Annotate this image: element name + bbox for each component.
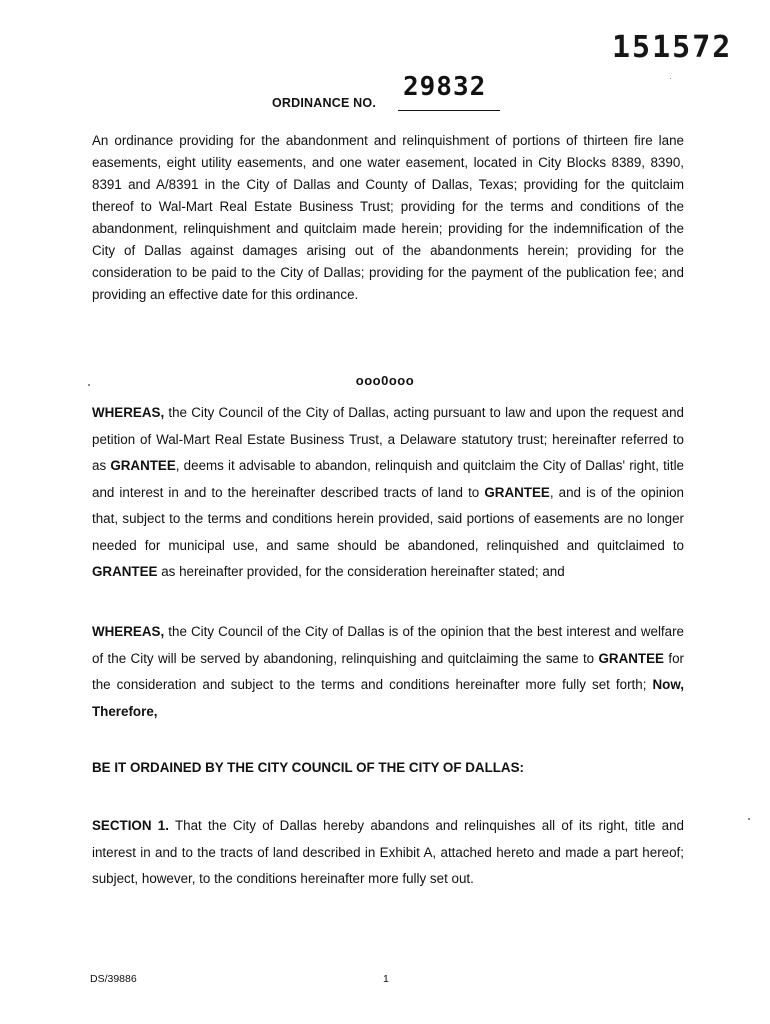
whereas-paragraph-2: [92, 619, 684, 725]
whereas-closing: Now, Therefore,: [92, 677, 684, 719]
section-1-paragraph: [92, 813, 684, 893]
title-paragraph: An ordinance providing for the abandonment and relinquishment of portions of thirteen fire lane easements, eight utility easements, and one water easement, located in City Blocks 8389, 8390, 8391 and A/8391 in the City of Dallas and County of Dallas, Texas; providing for the quitclaim thereof to Wal-Mart Real Estate Business Trust; providing for the terms and conditions of the abandonment, relinquishment and quitclaim made herein; providing for the indemnification of the City of Dallas against damages arising out of the abandonments herein; providing for the consideration to be paid to the City of Dallas; providing for the payment of the publication fee; and providing an effective date for this ordinance.: [92, 133, 684, 302]
scan-speck: [670, 78, 671, 79]
whereas-1-text-d: as hereinafter provided, for the consideration hereinafter stated; and: [157, 564, 565, 579]
whereas-2-text-b: for the consideration and subject to the terms and conditions hereinafter more fully set forth;: [92, 650, 684, 692]
grantee-term: GRANTEE: [598, 650, 664, 666]
whereas-1-text-b: , deems it advisable to abandon, relinquish and quitclaim the City of Dallas' right, title and interest in and to the hereinafter described tracts of land to: [92, 458, 684, 500]
grantee-term: GRANTEE: [484, 484, 550, 500]
whereas-paragraph-1: [92, 400, 684, 586]
grantee-term: GRANTEE: [92, 564, 158, 579]
scan-speck: [748, 818, 750, 820]
whereas-1-text-c: , and is of the opinion that, subject to the terms and conditions herein provided, said portions of easements are no longer needed for municipal use, and same should be abandoned, relinquished and quitclaimed to: [92, 484, 684, 553]
section-1-label: SECTION 1.: [92, 818, 169, 833]
whereas-2-text-a: the City Council of the City of Dallas is of the opinion that the best interest and welfare of the City will be served by abandoning, relinquishing and quitclaiming the same to: [92, 624, 684, 666]
whereas-1-text-a: the City Council of the City of Dallas, acting pursuant to law and upon the request and petition of Wal-Mart Real Estate Business Trust, a Delaware statutory trust; hereinafter referred to as: [92, 405, 684, 473]
stamp-number: 151572: [612, 30, 733, 65]
scan-speck: [88, 384, 90, 386]
ordinance-label: ORDINANCE NO.: [272, 96, 376, 110]
ordinance-number-line: [272, 72, 512, 112]
ordinance-underline: [398, 110, 500, 111]
separator: ooo0ooo: [355, 373, 415, 388]
whereas-lead: WHEREAS,: [92, 405, 165, 420]
footer-page-number: 1: [383, 973, 389, 985]
ordinance-number: 29832: [403, 72, 487, 102]
section-1-text: That the City of Dallas hereby abandons and relinquishes all of its right, title and interest in and to the tracts of land described in Exhibit A, attached hereto and made a part hereof; subject, however, to the conditions hereinafter more fully set out.: [92, 818, 684, 886]
ordained-heading: BE IT ORDAINED BY THE CITY COUNCIL OF THE CITY OF DALLAS:: [92, 760, 524, 775]
whereas-lead: WHEREAS,: [92, 624, 165, 639]
grantee-term: GRANTEE: [110, 458, 176, 473]
footer-doc-id: DS/39886: [90, 973, 137, 985]
